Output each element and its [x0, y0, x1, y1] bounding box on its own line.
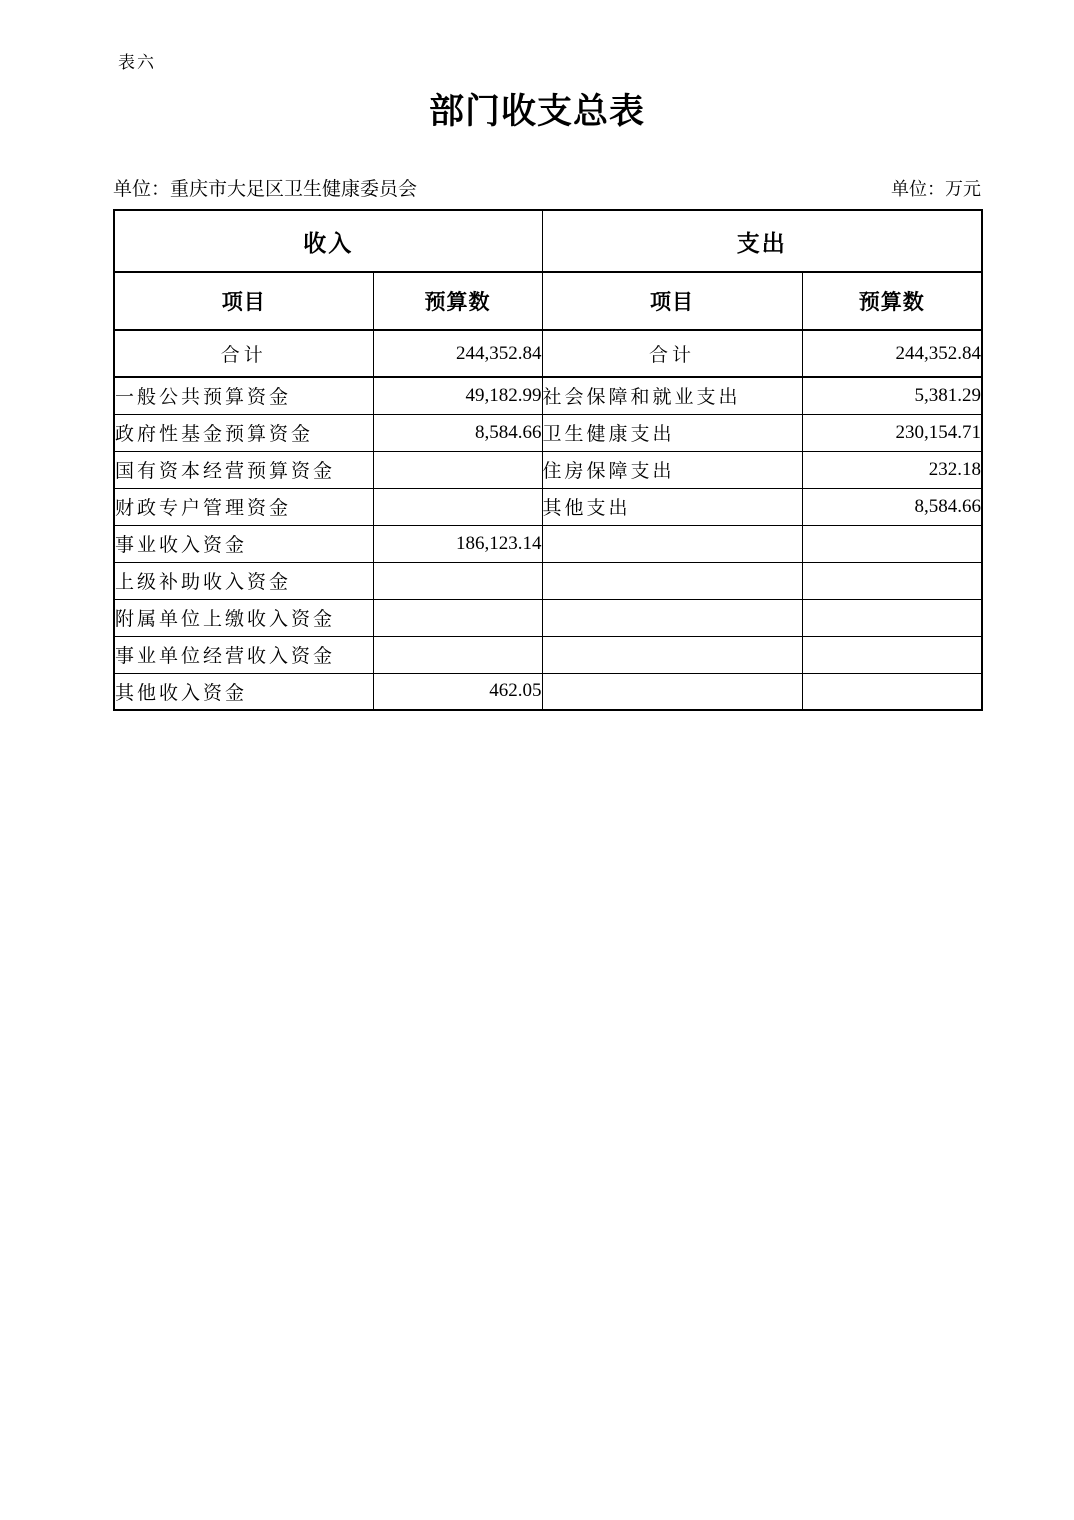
income-budget-cell — [373, 562, 542, 599]
income-budget-cell: 8,584.66 — [373, 414, 542, 451]
table-row — [114, 451, 982, 488]
income-item-cell: 事业单位经营收入资金 — [114, 636, 373, 673]
expense-budget-column-header: 预算数 — [802, 272, 982, 330]
table-row — [114, 525, 982, 562]
column-header-row — [114, 272, 982, 330]
expense-item-cell — [542, 562, 802, 599]
expense-item-cell: 合计 — [542, 330, 802, 377]
expense-budget-cell — [802, 562, 982, 599]
income-item-cell: 其他收入资金 — [114, 673, 373, 710]
table-row — [114, 488, 982, 525]
page-title: 部门收支总表 — [428, 92, 645, 131]
expense-budget-cell — [802, 636, 982, 673]
income-item-cell: 合计 — [114, 330, 373, 377]
income-section-header: 收入 — [114, 210, 542, 272]
unit-currency-label: 单位：万元 — [891, 179, 981, 199]
income-budget-column-header: 预算数 — [373, 272, 542, 330]
income-item-cell: 国有资本经营预算资金 — [114, 451, 373, 488]
expense-item-cell: 社会保障和就业支出 — [542, 377, 802, 414]
income-item-cell: 事业收入资金 — [114, 525, 373, 562]
budget-summary-table — [113, 209, 983, 711]
unit-row — [113, 174, 981, 201]
income-budget-cell — [373, 488, 542, 525]
expense-item-cell — [542, 599, 802, 636]
expense-item-cell: 卫生健康支出 — [542, 414, 802, 451]
income-item-cell: 政府性基金预算资金 — [114, 414, 373, 451]
income-budget-cell: 186,123.14 — [373, 525, 542, 562]
table-row — [114, 673, 982, 710]
expense-budget-cell: 232.18 — [802, 451, 982, 488]
expense-item-cell — [542, 636, 802, 673]
table-row — [114, 599, 982, 636]
income-budget-cell — [373, 636, 542, 673]
expense-budget-cell: 8,584.66 — [802, 488, 982, 525]
table-row — [114, 414, 982, 451]
total-row — [114, 330, 982, 377]
income-item-column-header: 项目 — [114, 272, 373, 330]
table-number-label: 表六 — [118, 53, 156, 72]
section-header-row — [114, 210, 982, 272]
expense-budget-cell: 244,352.84 — [802, 330, 982, 377]
expense-section-header: 支出 — [542, 210, 982, 272]
income-budget-cell — [373, 599, 542, 636]
table-row — [114, 636, 982, 673]
unit-name-label: 单位：重庆市大足区卫生健康委员会 — [113, 179, 418, 200]
income-budget-cell — [373, 451, 542, 488]
income-budget-cell: 462.05 — [373, 673, 542, 710]
income-budget-cell: 244,352.84 — [373, 330, 542, 377]
income-item-cell: 财政专户管理资金 — [114, 488, 373, 525]
income-item-cell: 一般公共预算资金 — [114, 377, 373, 414]
expense-item-cell: 住房保障支出 — [542, 451, 802, 488]
expense-budget-cell: 5,381.29 — [802, 377, 982, 414]
expense-item-cell: 其他支出 — [542, 488, 802, 525]
income-item-cell: 上级补助收入资金 — [114, 562, 373, 599]
income-budget-cell: 49,182.99 — [373, 377, 542, 414]
expense-budget-cell — [802, 525, 982, 562]
expense-item-column-header: 项目 — [542, 272, 802, 330]
expense-budget-cell — [802, 599, 982, 636]
table-row — [114, 377, 982, 414]
expense-budget-cell: 230,154.71 — [802, 414, 982, 451]
table-row — [114, 562, 982, 599]
expense-item-cell — [542, 673, 802, 710]
income-item-cell: 附属单位上缴收入资金 — [114, 599, 373, 636]
expense-item-cell — [542, 525, 802, 562]
expense-budget-cell — [802, 673, 982, 710]
